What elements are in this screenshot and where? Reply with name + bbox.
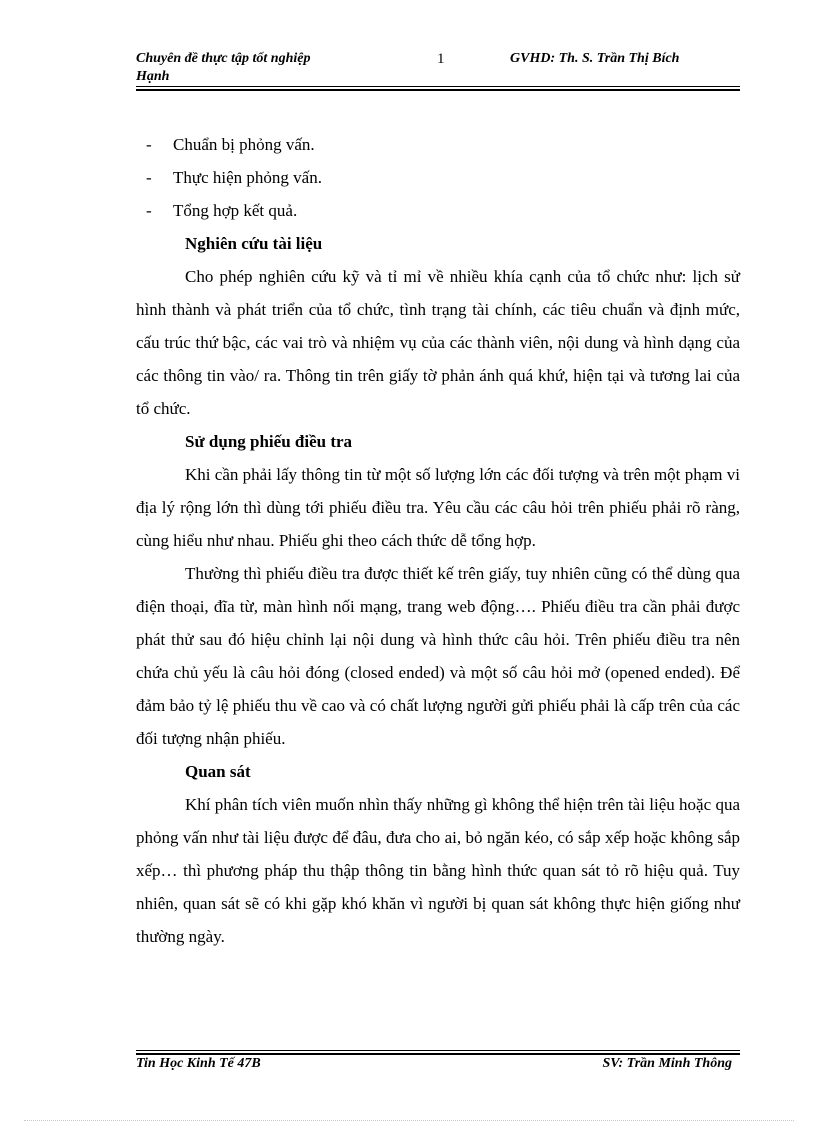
bullet-marker: -: [146, 201, 152, 220]
footer-class: Tin Học Kinh Tế 47B: [136, 1056, 261, 1071]
footer-rule-thick: [136, 1053, 740, 1055]
paragraph-research: Cho phép nghiên cứu kỹ và tỉ mỉ về nhiều khía cạnh của tổ chức như: lịch sử hình thành và phát triển của tổ chức, tình trạng tài chính, các tiêu chuẩn và định mức, cấu trúc thứ bậc, các vai trò và nhiệm vụ của các thành viên, nội dung và hình dạng của các thông tin vào/ ra. Thông tin trên giấy tờ phản ánh quá khứ, hiện tại và tương lai của tổ chức.: [136, 267, 740, 418]
section-heading-survey: Sử dụng phiếu điều tra: [185, 432, 353, 451]
page-number: 1: [437, 51, 445, 67]
header-title: [136, 50, 366, 86]
paragraph-survey-2: Thường thì phiếu điều tra được thiết kế trên giấy, tuy nhiên cũng có thể dùng qua điện thoại, đĩa từ, màn hình nối mạng, trang web động…. Phiếu điều tra cần phải được phát thử sau đó hiệu chỉnh lại nội dung và hình thức câu hỏi. Trên phiếu điều tra nên chứa chủ yếu là câu hỏi đóng (closed ended) và một số câu hỏi mở (opened ended). Để đảm bảo tỷ lệ phiếu thu về cao và có chất lượng người gửi phiếu phải là cấp trên của các đối tượng nhận phiếu.: [136, 564, 740, 748]
header-advisor-continuation: Hạnh: [136, 69, 170, 84]
header-title-text: Chuyên đề thực tập tốt nghiệp: [136, 51, 311, 66]
header-rule-thin: [136, 86, 740, 87]
page-header: [136, 48, 740, 88]
paragraph-observation: Khí phân tích viên muốn nhìn thấy những gì không thể hiện trên tài liệu hoặc qua phỏng vấn như tài liệu được để đâu, đưa cho ai, bỏ ngăn kéo, có sắp xếp hoặc không sắp xếp… thì phương pháp thu thập thông tin bằng hình thức quan sát tỏ rõ hiệu quả. Tuy nhiên, quan sát sẽ có khi gặp khó khăn vì người bị quan sát không thực hiện giống như thường ngày.: [136, 795, 740, 946]
list-item-text: Tổng hợp kết quả.: [173, 201, 298, 220]
list-item: [136, 161, 740, 194]
header-advisor: GVHD: Th. S. Trần Thị Bích: [510, 51, 680, 66]
page-edge-dotted-line: [24, 1120, 794, 1121]
list-item-text: Chuẩn bị phỏng vấn.: [173, 135, 315, 154]
list-item: [136, 194, 740, 227]
section-heading-observation: Quan sát: [185, 762, 251, 781]
paragraph-survey-1: Khi cần phải lấy thông tin từ một số lượng lớn các đối tượng và trên một phạm vi địa lý rộng lớn thì dùng tới phiếu điều tra. Yêu cầu các câu hỏi trên phiếu phải rõ ràng, cùng hiểu như nhau. Phiếu ghi theo cách thức dễ tổng hợp.: [136, 465, 740, 550]
page-body: [136, 128, 740, 953]
list-item: [136, 128, 740, 161]
footer-rule-thin: [136, 1050, 740, 1051]
list-item-text: Thực hiện phỏng vấn.: [173, 168, 322, 187]
section-heading-research: Nghiên cứu tài liệu: [185, 234, 323, 253]
footer-student: SV: Trần Minh Thông: [602, 1056, 732, 1071]
bullet-marker: -: [146, 135, 152, 154]
header-rule-thick: [136, 89, 740, 91]
bullet-marker: -: [146, 168, 152, 187]
